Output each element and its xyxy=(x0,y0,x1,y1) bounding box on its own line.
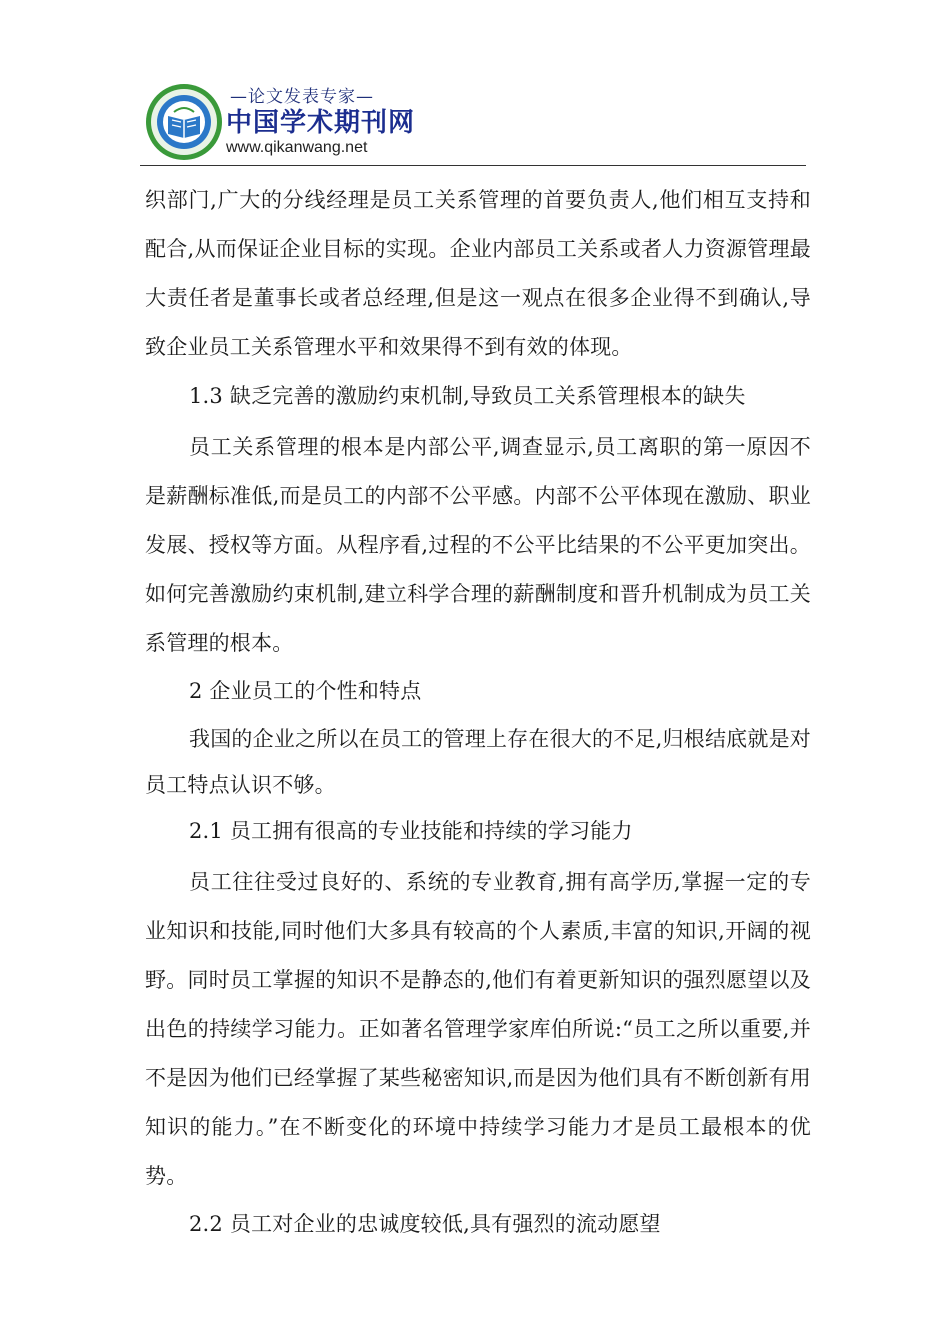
paragraph-3: 我国的企业之所以在员工的管理上存在很大的不足,归根结底就是对员工特点认识不够。 xyxy=(145,727,811,797)
qikanwang-seal-logo xyxy=(144,82,224,162)
page-header xyxy=(140,82,806,166)
brand-block xyxy=(226,86,415,158)
paragraph-4: 员工往往受过良好的、系统的专业教育,拥有高学历,掌握一定的专业知识和技能,同时他们大多具有较高的个人素质,丰富的知识,开阔的视野。同时员工掌握的知识不是静态的,他们有着更新知识的强烈愿望以及出色的持续学习能力。正如著名管理学家库伯所说:“员工之所以重要,并不是因为他们已经掌握了某些秘密知识,而是因为他们具有不断创新有用知识的能力。”在不断变化的环境中持续学习能力才是员工最根本的优势。 xyxy=(145,870,811,1188)
brand-name: 中国学术期刊网 xyxy=(226,108,416,138)
heading-2-1: 2.1 员工拥有很高的专业技能和持续的学习能力 xyxy=(189,819,633,843)
brand-url: www.qikanwang.net xyxy=(226,139,368,156)
brand-slogan: —论文发表专家— xyxy=(230,87,374,107)
header-divider xyxy=(140,165,806,166)
heading-2-2: 2.2 员工对企业的忠诚度较低,具有强烈的流动愿望 xyxy=(189,1212,661,1236)
paragraph-2: 员工关系管理的根本是内部公平,调查显示,员工离职的第一原因不是薪酬标准低,而是员工的内部不公平感。内部不公平体现在激励、职业发展、授权等方面。从程序看,过程的不公平比结果的不公平更加突出。如何完善激励约束机制,建立科学合理的薪酬制度和晋升机制成为员工关系管理的根本。 xyxy=(145,435,811,655)
document-body xyxy=(145,176,811,1247)
heading-2: 2 企业员工的个性和特点 xyxy=(189,679,422,703)
heading-1-3: 1.3 缺乏完善的激励约束机制,导致员工关系管理根本的缺失 xyxy=(189,384,746,408)
paragraph-1: 织部门,广大的分线经理是员工关系管理的首要负责人,他们相互支持和配合,从而保证企业目标的实现。企业内部员工关系或者人力资源管理最大责任者是董事长或者总经理,但是这一观点在很多企业得不到确认,导致企业员工关系管理水平和效果得不到有效的体现。 xyxy=(145,188,811,359)
